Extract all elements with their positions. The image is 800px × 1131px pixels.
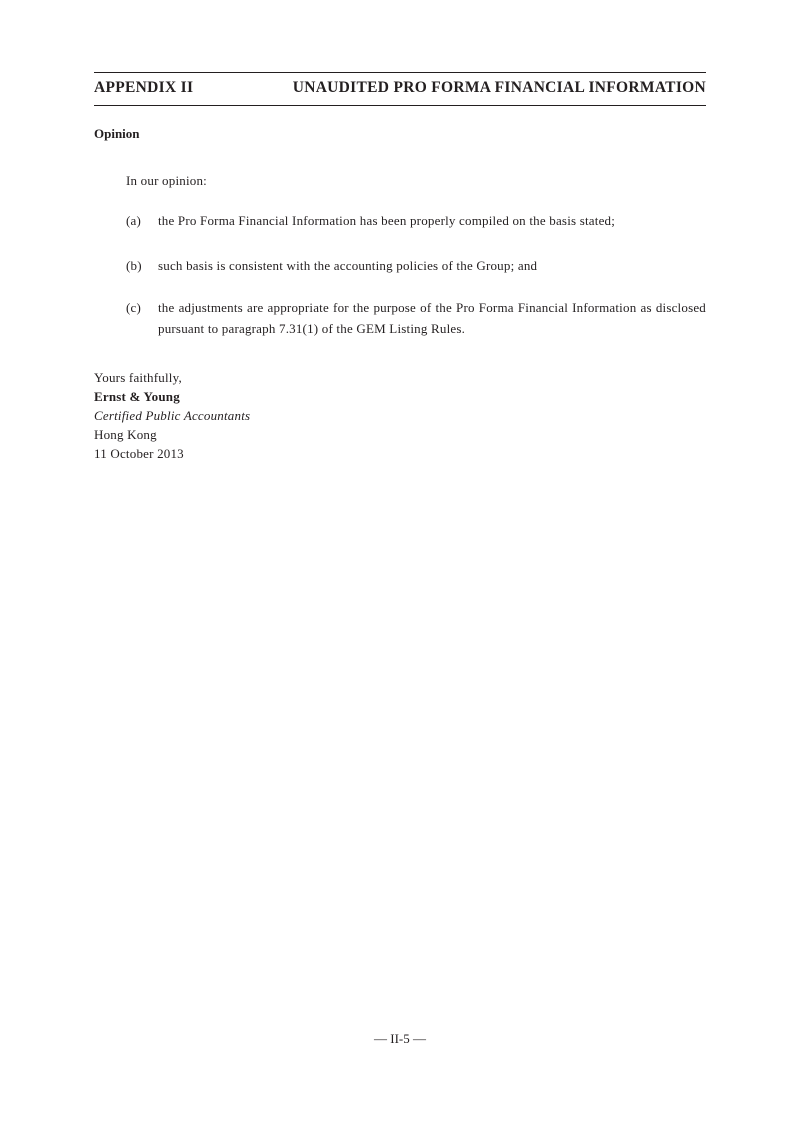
page-number: — II-5 — [374,1031,426,1046]
opinion-item-b [126,255,706,276]
page-header [94,72,706,106]
item-text: the adjustments are appropriate for the purpose of the Pro Forma Financial Information as disclosed pursuant to paragraph 7.31(1) of the GEM Listing Rules. [158,300,706,336]
appendix-title: UNAUDITED PRO FORMA FINANCIAL INFORMATION [292,79,706,96]
item-marker: (c) [126,300,142,315]
item-text: such basis is consistent with the accounting policies of the Group; and [158,258,538,273]
item-text: the Pro Forma Financial Information has been properly compiled on the basis stated; [158,213,616,228]
city: Hong Kong [94,427,157,442]
appendix-label: APPENDIX II [94,79,194,96]
firm-title: Certified Public Accountants [94,408,251,423]
item-marker: (b) [126,258,142,273]
firm-name: Ernst & Young [94,389,180,404]
section-heading: Opinion [94,126,140,141]
opinion-intro: In our opinion: [126,173,207,188]
opinion-item-c [126,297,706,339]
opinion-item-a [126,210,706,231]
item-marker: (a) [126,213,142,228]
date: 11 October 2013 [94,446,184,461]
signoff-block [94,368,250,463]
closing-line: Yours faithfully, [94,370,182,385]
